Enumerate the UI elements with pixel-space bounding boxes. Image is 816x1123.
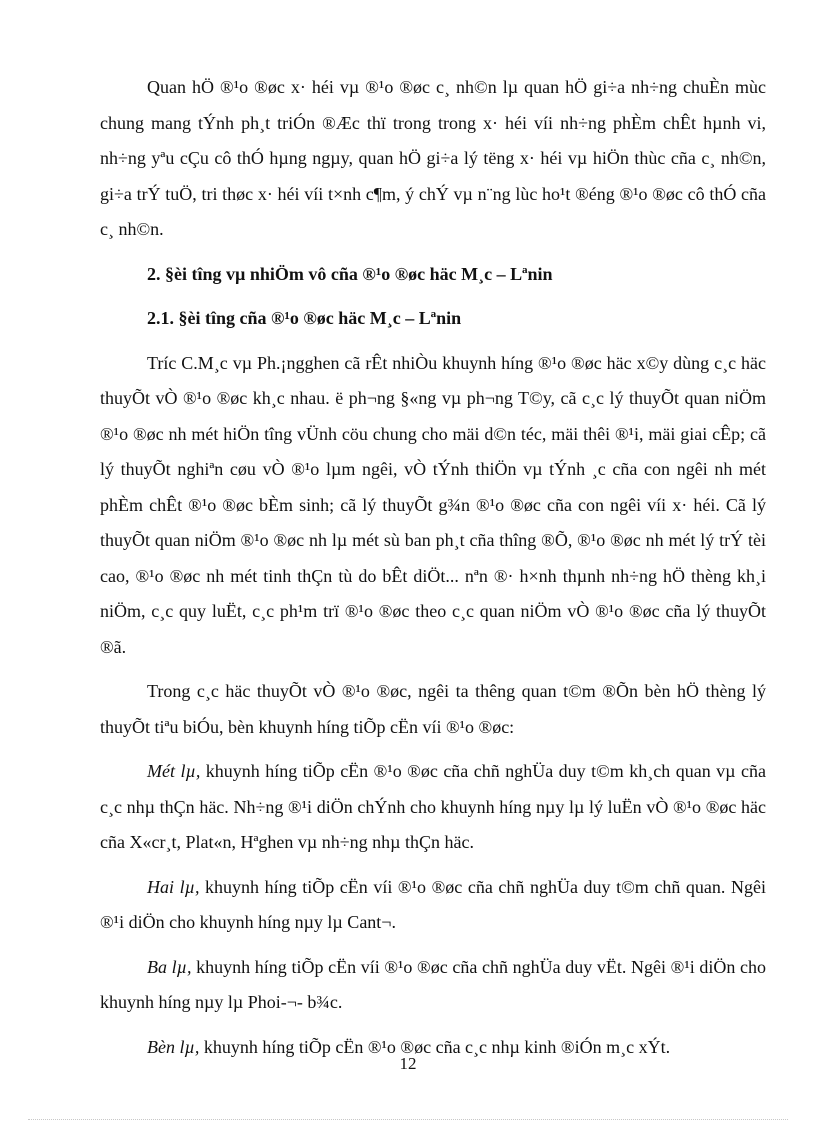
paragraph-lead: Ba lµ, xyxy=(147,956,192,977)
paragraph-text: Quan hÖ ®¹o ®øc x· héi vµ ®¹o ®øc c¸ nh©n lµ quan hÖ gi÷a nh÷ng chuÈn mùc chung mang tÝnh ph¸t triÓn ®Æc thï trong trong x· héi víi nh÷ng phÈm chÊt hµnh vi, nh÷ng yªu cÇu cô thÓ hµng ngµy, quan hÖ gi÷a lý tëng x· héi vµ hiÖn thùc cña c¸ nh©n, gi÷a trÝ tuÖ, tri thøc x· héi víi t×nh c¶m, ý chÝ vµ n¨ng lùc ho¹t ®éng ®¹o ®øc cô thÓ cña c¸ nh©n. xyxy=(100,77,766,239)
paragraph-four-tendencies xyxy=(100,674,766,745)
section-heading-2 xyxy=(100,257,766,293)
paragraph-theories xyxy=(100,346,766,666)
paragraph-text: Tríc C.M¸c vµ Ph.¡ngghen cã rÊt nhiÒu khuynh híng ®¹o ®øc häc x©y dùng c¸c häc thuyÕt vÒ ®¹o ®øc kh¸c nhau. ë ph¬ng §«ng vµ ph¬ng T©y, cã c¸c lý thuyÕt quan niÖm ®¹o ®øc nh mét hiÖn tîng vÜnh cöu chung cho mäi d©n téc, mäi thêi ®¹i, mäi giai cÊp; cã lý thuyÕt nghiªn cøu vÒ ®¹o lµm ngêi, vÒ tÝnh thiÖn vµ tÝnh ¸c cña con ngêi nh mét phÈm chÊt ®¹o ®øc bÈm sinh; cã lý thuyÕt g¾n ®¹o ®øc cña con ngêi víi x· héi. Cã lý thuyÕt quan niÖm ®¹o ®øc nh lµ mét sù ban ph¸t cña thîng ®Õ, ®¹o ®øc nh mét lý trÝ tèi cao, ®¹o ®øc nh mét tinh thÇn tù do bÊt diÖt... nªn ®· h×nh thµnh nh÷ng hÖ thèng kh¸i niÖm, c¸c quy luËt, c¸c ph¹m trï ®¹o ®øc theo c¸c quan niÖm vÒ ®¹o ®øc cña lý thuyÕt ®ã. xyxy=(100,352,766,657)
paragraph-text: Trong c¸c häc thuyÕt vÒ ®¹o ®øc, ngêi ta thêng quan t©m ®Õn bèn hÖ thèng lý thuyÕt tiªu biÓu, bèn khuynh híng tiÕp cËn víi ®¹o ®øc: xyxy=(100,681,766,737)
paragraph-text: khuynh híng tiÕp cËn ®¹o ®øc cña c¸c nhµ kinh ®iÓn m¸c xÝt. xyxy=(199,1036,671,1057)
paragraph-text: khuynh híng tiÕp cËn ®¹o ®øc cña chñ nghÜa duy t©m kh¸ch quan vµ cña c¸c nhµ thÇn häc. Nh÷ng ®¹i diÖn chÝnh cho khuynh híng nµy lµ lý luËn vÒ ®¹o ®øc häc cña X«cr¸t, Plat«n, Hªghen vµ nh÷ng nhµ thÇn häc. xyxy=(100,761,766,852)
paragraph-lead: Hai lµ, xyxy=(147,876,200,897)
paragraph-lead: Bèn lµ, xyxy=(147,1036,200,1057)
paragraph-text: khuynh híng tiÕp cËn víi ®¹o ®øc cña chñ nghÜa duy vËt. Ngêi ®¹i diÖn cho khuynh híng nµy lµ Phoi-¬- b¾c. xyxy=(100,956,766,1012)
paragraph-tendency-1 xyxy=(100,754,766,861)
heading-text: 2. §èi tîng vµ nhiÖm vô cña ®¹o ®øc häc M¸c – Lªnin xyxy=(147,263,553,284)
paragraph-moral-relations xyxy=(100,70,766,248)
paragraph-lead: Mét lµ, xyxy=(147,761,201,781)
heading-text: 2.1. §èi tîng cña ®¹o ®øc häc M¸c – Lªnin xyxy=(147,308,462,328)
page-bottom-divider xyxy=(28,1119,788,1120)
paragraph-tendency-2 xyxy=(100,870,766,941)
paragraph-tendency-3 xyxy=(100,950,766,1021)
document-body xyxy=(100,70,766,1074)
page-number: 12 xyxy=(399,1054,417,1073)
paragraph-text: khuynh híng tiÕp cËn víi ®¹o ®øc cña chñ nghÜa duy t©m chñ quan. Ngêi ®¹i diÖn cho khuynh híng nµy lµ Cant¬. xyxy=(100,876,766,932)
section-heading-2-1 xyxy=(100,301,766,337)
